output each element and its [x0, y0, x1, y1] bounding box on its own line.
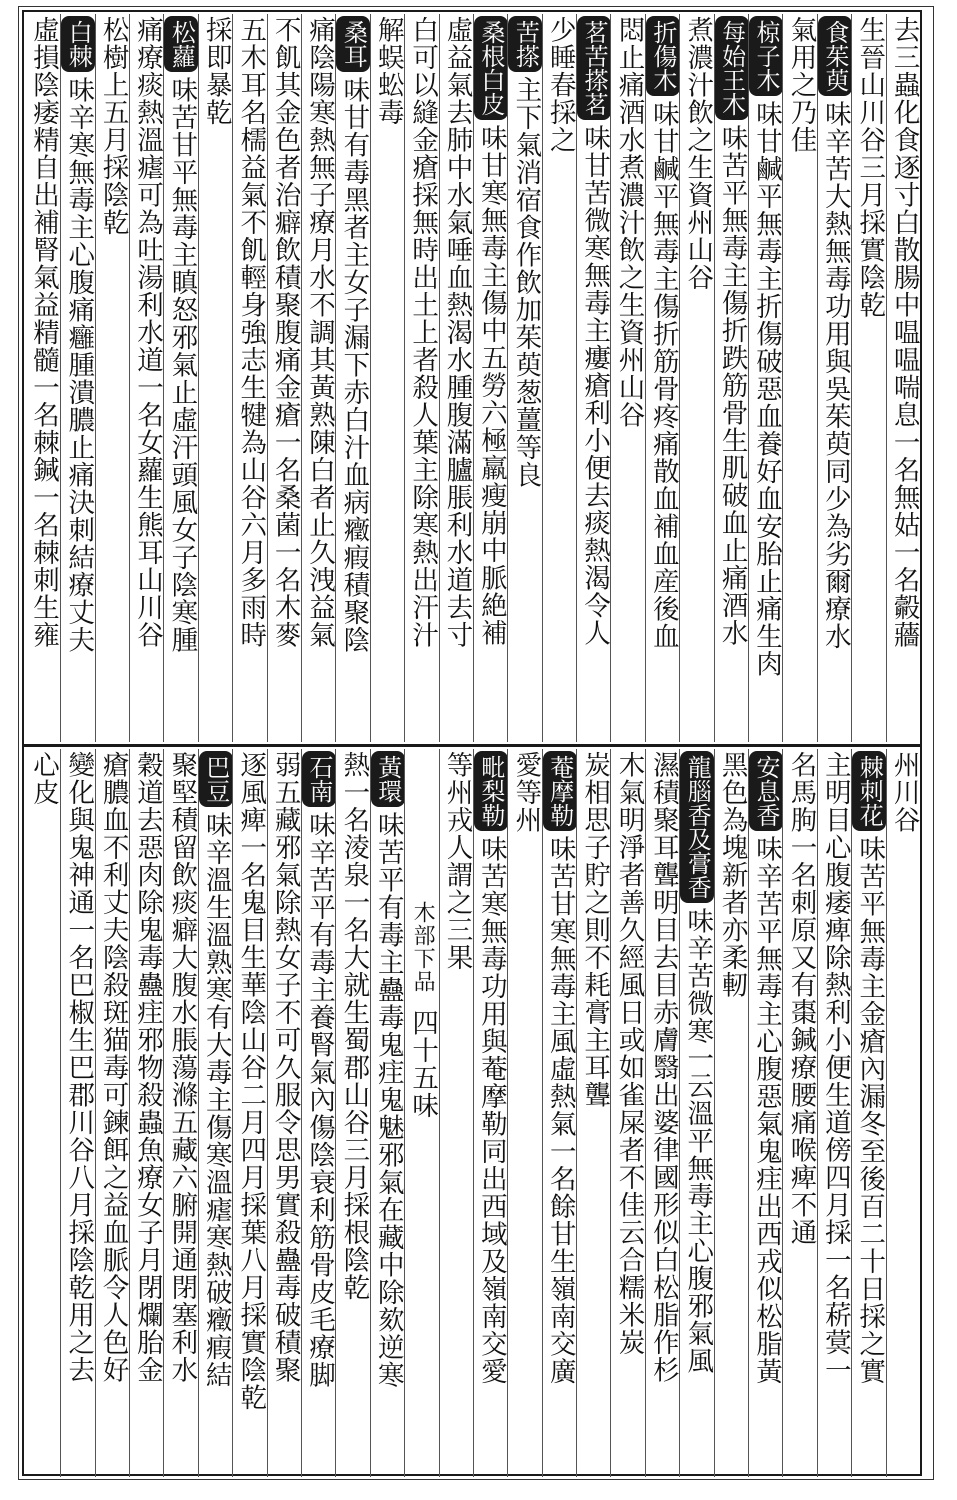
column-text: [680, 16, 713, 742]
column-text: [646, 16, 679, 742]
entry-title-label: 桑根白皮: [474, 16, 507, 120]
text-column: [163, 14, 197, 742]
column-body-text: 等州戎人謂之三果: [441, 751, 473, 971]
text-column: [129, 14, 163, 742]
column-text: [818, 751, 851, 1477]
text-column: [232, 749, 266, 1477]
text-column: [679, 749, 713, 1477]
text-column: [404, 749, 438, 1477]
text-column: [817, 749, 851, 1477]
column-text: [268, 751, 301, 1477]
column-body-text: 虛損陰痿精自出補腎氣益精髓一名棘鍼一名棘刺生雍: [28, 16, 60, 649]
text-column: [886, 14, 920, 742]
entry-title-label: 松蘿: [164, 16, 197, 72]
entry-title-label: 安息香: [749, 751, 782, 831]
text-column: [60, 749, 94, 1477]
text-column: [576, 749, 610, 1477]
column-body-text: 黑色為塊新者亦柔軔: [716, 751, 748, 999]
entry-title-label: 椋子木: [749, 16, 782, 96]
text-column: [404, 14, 438, 742]
text-column: [129, 749, 163, 1477]
column-body-text: 味苦甘平無毒主瞋怒邪氣止虛汗頭風女子陰寒腫: [166, 76, 198, 654]
text-column: [610, 749, 644, 1477]
column-body-text: 逐風痺一名鬼目生華陰山谷二月四月採葉八月採實陰乾: [235, 751, 267, 1411]
column-text: [543, 751, 576, 1477]
text-column: [232, 14, 266, 742]
column-text: [818, 16, 851, 742]
column-text: [405, 751, 438, 1477]
column-body-text: 不飢其金色者治癖飲積聚腹痛金瘡一名桑菌一名木麥: [269, 16, 301, 649]
text-column: [645, 14, 679, 742]
text-column: [60, 14, 94, 742]
column-text: [440, 751, 473, 1477]
text-column: [439, 749, 473, 1477]
text-column: [782, 749, 816, 1477]
entry-title-label: 龍腦香及膏香: [680, 751, 713, 903]
text-column: [507, 749, 541, 1477]
text-column: [851, 14, 885, 742]
column-body-text: 味苦平無毒主金瘡內漏冬至後百二十日採之實: [854, 835, 886, 1385]
column-body-text: 味辛苦平無毒主心腹惡氣鬼疰出西戎似松脂黃: [751, 835, 783, 1385]
column-body-text: 白可以縫金瘡採無時出土上者殺人葉主除寒熱出汗汁: [407, 16, 439, 649]
section-count: 四十五味: [407, 1009, 439, 1119]
text-column: [507, 14, 541, 742]
column-body-text: 味辛苦微寒一云溫平無毒主心腹邪氣風: [682, 907, 714, 1375]
text-column: [198, 749, 232, 1477]
upper-register: [24, 14, 920, 742]
column-body-text: 松樹上五月採陰乾: [97, 16, 129, 236]
column-body-text: 主明目心腹痿痺除熱利小便生道傍四月採一名菥蓂一: [819, 751, 851, 1384]
column-text: [474, 751, 507, 1477]
column-body-text: 痛陰陽寒熱無子療月水不調其黃熟陳白者止久洩益氣: [303, 16, 335, 649]
text-column: [95, 14, 129, 742]
column-text: [852, 751, 885, 1477]
text-column: [301, 749, 335, 1477]
entry-title-label: 棘刺花: [852, 751, 885, 831]
column-text: [577, 16, 610, 742]
column-text: [646, 751, 679, 1477]
book-page: [10, 6, 947, 1492]
register-divider: [22, 744, 922, 747]
entry-title-label: 菴摩勒: [543, 751, 576, 831]
column-text: [302, 16, 335, 742]
column-body-text: 味辛苦平有毒主養腎氣內傷陰衰利筋骨皮毛療脚: [303, 811, 335, 1389]
column-body-text: 少睡春採之: [544, 16, 576, 154]
column-body-text: 名馬朐一名刺原又有棗鍼療腰痛喉痺不通: [785, 751, 817, 1246]
text-column: [370, 14, 404, 742]
entry-title-label: 毗梨勒: [474, 751, 507, 831]
column-text: [164, 16, 197, 742]
entry-title-label: 桑耳: [336, 16, 369, 72]
entry-title-label: 茗苦搽茗: [577, 16, 610, 120]
column-text: [164, 751, 197, 1477]
column-text: [508, 751, 541, 1477]
column-text: [749, 16, 782, 742]
text-column: [782, 14, 816, 742]
column-text: [680, 751, 713, 1477]
lower-register: [24, 749, 920, 1477]
text-column: [335, 14, 369, 742]
column-body-text: 味甘鹹平無毒主折傷破惡血養好血安胎止痛生肉: [751, 100, 783, 678]
column-text: [715, 16, 748, 742]
column-body-text: 愛等州: [510, 751, 542, 834]
column-body-text: 炭相思子貯之則不耗膏主耳聾: [579, 751, 611, 1109]
column-body-text: 去三蟲化食逐寸白散腸中嗢嗢喘息一名無姑一名㲉蘠: [888, 16, 920, 649]
column-text: [474, 16, 507, 742]
column-body-text: 穀道去惡肉除鬼毒蠱疰邪物殺蟲魚療女子月閉爛胎金: [132, 751, 164, 1384]
text-column: [645, 749, 679, 1477]
text-column: [370, 749, 404, 1477]
column-body-text: 氣用之乃佳: [785, 16, 817, 154]
column-text: [371, 751, 404, 1477]
text-column: [198, 14, 232, 742]
column-body-text: 濕積聚耳聾明目去目赤膚翳出婆律國形似白松脂作杉: [647, 751, 679, 1384]
section-heading: 木部下品: [410, 901, 436, 993]
column-text: [61, 16, 94, 742]
column-text: [96, 751, 129, 1477]
column-text: [611, 16, 644, 742]
text-column: [886, 749, 920, 1477]
column-text: [61, 751, 94, 1477]
column-body-text: 主下氣消宿食作飲加茱萸葱薑等良: [510, 76, 542, 489]
column-text: [749, 751, 782, 1477]
column-body-text: 味甘鹹平無毒主傷折筋骨疼痛散血補血産後血: [647, 100, 679, 650]
column-text: [577, 751, 610, 1477]
column-body-text: 變化與鬼神通一名巴椒生巴郡川谷八月採陰乾用之去: [63, 751, 95, 1384]
column-text: [268, 16, 301, 742]
column-text: [233, 751, 266, 1477]
text-column: [679, 14, 713, 742]
entry-title-label: 白棘: [61, 16, 94, 72]
text-column: [748, 14, 782, 742]
column-text: [611, 751, 644, 1477]
column-text: [508, 16, 541, 742]
text-column: [851, 749, 885, 1477]
column-text: [336, 16, 369, 742]
column-text: [440, 16, 473, 742]
column-body-text: 味苦寒無毒功用與菴摩勒同出西域及嶺南交愛: [475, 835, 507, 1385]
column-body-text: 生晉山川谷三月採實陰乾: [854, 16, 886, 319]
column-body-text: 味辛溫生溫熟寒有大毒主傷寒溫瘧寒熱破癥瘕結: [200, 811, 232, 1389]
column-text: [26, 751, 60, 1477]
text-column: [817, 14, 851, 742]
column-body-text: 聚堅積留飲痰癖大腹水脹蕩滌五藏六腑開通閉塞利水: [166, 751, 198, 1384]
entry-title-label: 巴豆: [199, 751, 232, 807]
column-body-text: 味辛苦大熱無毒功用與吳茱萸同少為劣爾療水: [819, 100, 851, 650]
column-body-text: 味苦平無毒主傷折跌筋骨生肌破血止痛酒水: [716, 124, 748, 647]
column-body-text: 弱五藏邪氣除熱女子不可久服令思男實殺蠱毒破積聚: [269, 751, 301, 1384]
column-body-text: 木氣明淨者善久經風日或如雀屎者不佳云合糯米炭: [613, 751, 645, 1356]
text-column: [610, 14, 644, 742]
text-column: [748, 749, 782, 1477]
column-text: [96, 16, 129, 742]
column-body-text: 虛益氣去肺中水氣唾血熱渴水腫腹滿臚脹利水道去寸: [441, 16, 473, 649]
text-column: [26, 749, 60, 1477]
text-column: [267, 749, 301, 1477]
column-body-text: 熱一名淩泉一名大就生蜀郡山谷三月採根陰乾: [338, 751, 370, 1301]
column-text: [199, 751, 232, 1477]
entry-title-label: 折傷木: [646, 16, 679, 96]
text-column: [473, 14, 507, 742]
column-text: [543, 16, 576, 742]
text-column: [473, 749, 507, 1477]
column-body-text: 悶止痛酒水煮濃汁飲之生資州山谷: [613, 16, 645, 429]
column-body-text: 味辛寒無毒主心腹痛癰腫潰膿止痛決刺結療丈夫: [63, 76, 95, 654]
text-column: [714, 749, 748, 1477]
column-body-text: 味甘寒無毒主傷中五勞六極羸瘦崩中脈絶補: [475, 124, 507, 647]
entry-title-label: 黃環: [371, 751, 404, 807]
column-body-text: 味苦平有毒主蠱毒鬼疰鬼魅邪氣在藏中除欬逆寒: [372, 811, 404, 1389]
column-body-text: 州川谷: [888, 751, 920, 834]
column-text: [405, 16, 438, 742]
column-text: [336, 751, 369, 1477]
text-column: [335, 749, 369, 1477]
column-text: [130, 16, 163, 742]
text-column: [542, 14, 576, 742]
text-column: [714, 14, 748, 742]
column-text: [26, 16, 60, 742]
text-column: [542, 749, 576, 1477]
column-text: [715, 751, 748, 1477]
entry-title-label: 每始王木: [715, 16, 748, 120]
column-text: [783, 16, 816, 742]
column-text: [302, 751, 335, 1477]
entry-title-label: 苦搽: [508, 16, 541, 72]
text-column: [576, 14, 610, 742]
column-body-text: 解蜈蚣毒: [372, 16, 404, 126]
column-text: [199, 16, 232, 742]
text-column: [439, 14, 473, 742]
column-body-text: 味甘有毒黑者主女子漏下赤白汁血病癥瘕積聚陰: [338, 76, 370, 654]
column-text: [852, 16, 885, 742]
column-text: [130, 751, 163, 1477]
column-text: [783, 751, 816, 1477]
text-column: [301, 14, 335, 742]
column-body-text: 痛療痰熱溫瘧可為吐湯利水道一名女蘿生熊耳山川谷: [132, 16, 164, 649]
column-body-text: 煮濃汁飲之生資州山谷: [682, 16, 714, 291]
column-body-text: 瘡膿血不利丈夫陰殺斑猫毒可鍊餌之益血脈令人色好: [97, 751, 129, 1384]
column-body-text: 五木耳名檽益氣不飢輕身強志生犍為山谷六月多雨時: [235, 16, 267, 649]
text-column: [163, 749, 197, 1477]
column-text: [371, 16, 404, 742]
column-body-text: 心皮: [28, 751, 60, 806]
text-column: [26, 14, 60, 742]
text-column: [267, 14, 301, 742]
column-body-text: 味苦甘寒無毒主風虛熱氣一名餘甘生嶺南交廣: [544, 835, 576, 1385]
column-text: [887, 751, 920, 1477]
column-body-text: 味甘苦微寒無毒主瘻瘡利小便去痰熱渴令人: [579, 124, 611, 647]
column-text: [233, 16, 266, 742]
entry-title-label: 石南: [302, 751, 335, 807]
entry-title-label: 食茱萸: [818, 16, 851, 96]
column-body-text: 採即暴乾: [200, 16, 232, 126]
column-text: [887, 16, 920, 742]
text-column: [95, 749, 129, 1477]
